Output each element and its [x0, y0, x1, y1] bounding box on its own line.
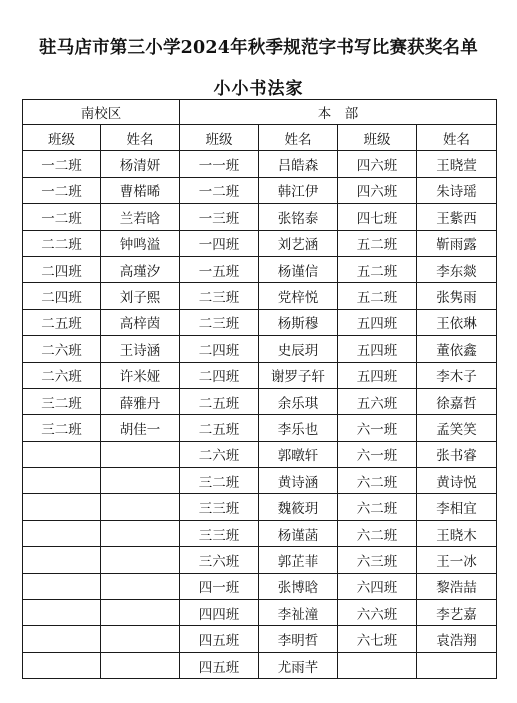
cell-class: 二四班	[23, 256, 101, 282]
cell-name: 杨斯穆	[259, 309, 338, 335]
header-name: 姓名	[101, 125, 180, 151]
column-header-row	[23, 125, 497, 151]
cell-class	[23, 547, 101, 573]
table-row	[23, 309, 497, 335]
cell-name: 魏筱玥	[259, 494, 338, 520]
cell-class: 四一班	[180, 573, 259, 599]
cell-class: 六七班	[338, 626, 417, 652]
cell-name: 李艺嘉	[417, 600, 497, 626]
cell-class: 五六班	[338, 388, 417, 414]
cell-name: 史辰玥	[259, 336, 338, 362]
cell-class	[23, 573, 101, 599]
cell-class: 一五班	[180, 256, 259, 282]
cell-name: 张书睿	[417, 441, 497, 467]
cell-class: 二五班	[180, 388, 259, 414]
group-south-campus: 南校区	[23, 100, 180, 125]
cell-class: 三二班	[180, 468, 259, 494]
cell-class	[23, 520, 101, 546]
cell-name: 黎浩喆	[417, 573, 497, 599]
cell-name: 朱诗瑶	[417, 177, 497, 203]
cell-name: 韩江伊	[259, 177, 338, 203]
cell-class: 一二班	[23, 151, 101, 177]
cell-name: 董依鑫	[417, 336, 497, 362]
document-subtitle: 小小书法家	[213, 79, 304, 99]
cell-name: 许米娅	[101, 362, 180, 388]
cell-name: 高梓茵	[101, 309, 180, 335]
cell-class: 二六班	[23, 336, 101, 362]
cell-class: 一二班	[23, 204, 101, 230]
cell-name: 薛雅丹	[101, 388, 180, 414]
cell-name: 孟笑笑	[417, 415, 497, 441]
cell-name	[417, 652, 497, 678]
cell-class: 二三班	[180, 309, 259, 335]
cell-name: 徐嘉哲	[417, 388, 497, 414]
cell-class	[338, 652, 417, 678]
cell-class: 二四班	[180, 362, 259, 388]
cell-class: 六一班	[338, 415, 417, 441]
table-row	[23, 520, 497, 546]
cell-class: 四六班	[338, 177, 417, 203]
cell-class: 四五班	[180, 652, 259, 678]
table-row	[23, 336, 497, 362]
cell-class: 六四班	[338, 573, 417, 599]
table-row	[23, 547, 497, 573]
cell-name: 刘子熙	[101, 283, 180, 309]
document-title: 驻马店市第三小学2024年秋季规范字书写比赛获奖名单	[39, 38, 478, 58]
table-row	[23, 441, 497, 467]
cell-name: 胡佳一	[101, 415, 180, 441]
cell-name	[101, 626, 180, 652]
cell-class: 五二班	[338, 230, 417, 256]
cell-name: 靳雨露	[417, 230, 497, 256]
cell-name	[101, 468, 180, 494]
table-row	[23, 177, 497, 203]
cell-name: 党梓悦	[259, 283, 338, 309]
cell-class	[23, 652, 101, 678]
table-row	[23, 415, 497, 441]
group-header-row	[23, 100, 497, 125]
cell-name: 尤雨芊	[259, 652, 338, 678]
header-class: 班级	[180, 125, 259, 151]
cell-class: 二四班	[180, 336, 259, 362]
cell-name: 王紫西	[417, 204, 497, 230]
table-row	[23, 494, 497, 520]
cell-name	[101, 573, 180, 599]
table-row	[23, 230, 497, 256]
cell-class: 六三班	[338, 547, 417, 573]
table-row	[23, 151, 497, 177]
table-row	[23, 388, 497, 414]
cell-class: 一三班	[180, 204, 259, 230]
header-name: 姓名	[259, 125, 338, 151]
cell-class	[23, 441, 101, 467]
cell-name: 杨谨菡	[259, 520, 338, 546]
table-row	[23, 573, 497, 599]
cell-name: 张隽雨	[417, 283, 497, 309]
table-row	[23, 256, 497, 282]
cell-class: 三二班	[23, 388, 101, 414]
cell-class: 二三班	[180, 283, 259, 309]
table-row	[23, 626, 497, 652]
cell-name: 余乐琪	[259, 388, 338, 414]
cell-name: 谢罗子轩	[259, 362, 338, 388]
cell-name	[101, 600, 180, 626]
cell-name: 张博晗	[259, 573, 338, 599]
cell-name: 吕皓森	[259, 151, 338, 177]
cell-name: 李明哲	[259, 626, 338, 652]
cell-class: 二二班	[23, 230, 101, 256]
cell-class: 一二班	[180, 177, 259, 203]
cell-name: 王晓萱	[417, 151, 497, 177]
group-main-campus: 本 部	[180, 100, 497, 125]
cell-name	[101, 494, 180, 520]
cell-class: 三六班	[180, 547, 259, 573]
cell-class: 五四班	[338, 362, 417, 388]
table-row	[23, 600, 497, 626]
cell-class: 四六班	[338, 151, 417, 177]
cell-class: 六二班	[338, 494, 417, 520]
cell-name: 兰若晗	[101, 204, 180, 230]
cell-class: 六二班	[338, 468, 417, 494]
cell-class: 一一班	[180, 151, 259, 177]
cell-name: 张铭泰	[259, 204, 338, 230]
cell-class: 五二班	[338, 256, 417, 282]
cell-name: 王诗涵	[101, 336, 180, 362]
cell-name: 李东燚	[417, 256, 497, 282]
table-row	[23, 283, 497, 309]
cell-class: 六二班	[338, 520, 417, 546]
cell-name: 郭芷菲	[259, 547, 338, 573]
cell-class: 三三班	[180, 494, 259, 520]
award-table	[22, 99, 497, 679]
cell-class: 三二班	[23, 415, 101, 441]
cell-name: 杨清妍	[101, 151, 180, 177]
cell-class	[23, 626, 101, 652]
cell-class: 四五班	[180, 626, 259, 652]
cell-class: 二五班	[23, 309, 101, 335]
cell-name: 郭暾轩	[259, 441, 338, 467]
cell-name: 高瑾汐	[101, 256, 180, 282]
cell-class: 五四班	[338, 336, 417, 362]
table-row	[23, 204, 497, 230]
cell-class: 二六班	[180, 441, 259, 467]
cell-class: 三三班	[180, 520, 259, 546]
cell-class: 五二班	[338, 283, 417, 309]
cell-class: 六一班	[338, 441, 417, 467]
table-row	[23, 468, 497, 494]
header-name: 姓名	[417, 125, 497, 151]
cell-class	[23, 600, 101, 626]
cell-class: 一二班	[23, 177, 101, 203]
cell-class: 四四班	[180, 600, 259, 626]
cell-class	[23, 468, 101, 494]
cell-name: 王晓木	[417, 520, 497, 546]
cell-name: 黄诗悦	[417, 468, 497, 494]
cell-class: 四七班	[338, 204, 417, 230]
cell-name: 李相宜	[417, 494, 497, 520]
cell-name: 王一冰	[417, 547, 497, 573]
cell-name: 杨谨信	[259, 256, 338, 282]
cell-name: 曹楉晞	[101, 177, 180, 203]
cell-name: 李祉潼	[259, 600, 338, 626]
cell-name	[101, 520, 180, 546]
cell-class	[23, 494, 101, 520]
cell-class: 二五班	[180, 415, 259, 441]
cell-name: 李木子	[417, 362, 497, 388]
cell-class: 二四班	[23, 283, 101, 309]
header-class: 班级	[338, 125, 417, 151]
header-class: 班级	[23, 125, 101, 151]
cell-name	[101, 652, 180, 678]
cell-class: 二六班	[23, 362, 101, 388]
cell-name: 袁浩翔	[417, 626, 497, 652]
table-row	[23, 652, 497, 678]
cell-name: 王依琳	[417, 309, 497, 335]
table-row	[23, 362, 497, 388]
cell-name: 黄诗涵	[259, 468, 338, 494]
cell-name: 李乐也	[259, 415, 338, 441]
cell-name	[101, 547, 180, 573]
cell-class: 一四班	[180, 230, 259, 256]
cell-class: 六六班	[338, 600, 417, 626]
cell-class: 五四班	[338, 309, 417, 335]
cell-name: 刘艺涵	[259, 230, 338, 256]
cell-name	[101, 441, 180, 467]
cell-name: 钟鸣溢	[101, 230, 180, 256]
